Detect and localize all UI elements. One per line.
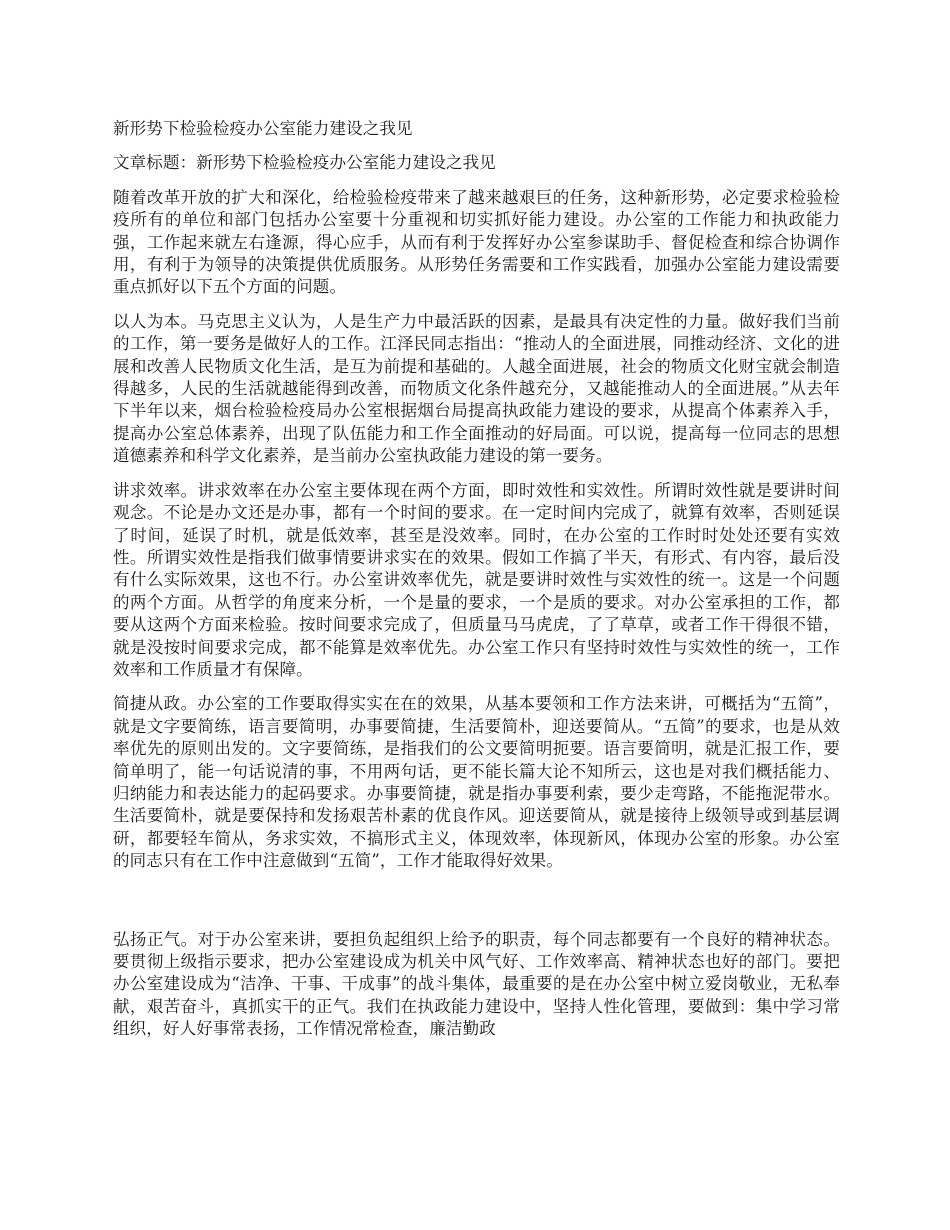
document-title: 新形势下检验检疫办公室能力建设之我见	[113, 119, 413, 138]
paragraph-simplicity: 简捷从政。办公室的工作要取得实实在在的效果，从基本要领和工作方法来讲，可概括为“五简”，就是文字要简练，语言要简明，办事要简捷，生活要简朴，迎送要简从。“五简”的要求，也是从效率优先的原则出发的。文字要简练，是指我们的公文要简明扼要。语言要简明，就是汇报工作，要简单明了，能一句话说清的事，不用两句话，更不能长篇大论不知所云，这也是对我们概括能力、归纳能力和表达能力的起码要求。办事要简捷，就是指办事要利索，要少走弯路，不能拖泥带水。生活要简朴，就是要保持和发扬艰苦朴素的优良作风。迎送要简从，就是接待上级领导或到基层调研，都要轻车简从，务求实效，不搞形式主义，体现效率，体现新风，体现办公室的形象。办公室的同志只有在工作中注意做到“五简”，工作才能取得好效果。	[113, 694, 840, 871]
paragraph-people-oriented: 以人为本。马克思主义认为，人是生产力中最活跃的因素，是最具有决定性的力量。做好我们当前的工作，第一要务是做好人的工作。江泽民同志指出：“推动人的全面进展，同推动经济、文化的进展和改善人民物质文化生活，是互为前提和基础的。人越全面进展，社会的物质文化财宝就会制造得越多，人民的生活就越能得到改善，而物质文化条件越充分，又越能推动人的全面进展。”从去年下半年以来，烟台检验检疫局办公室根据烟台局提高执政能力建设的要求，从提高个体素养入手，提高办公室总体素养，出现了队伍能力和工作全面推动的好局面。可以说，提高每一位同志的思想道德素养和科学文化素养，是当前办公室执政能力建设的第一要务。	[113, 311, 840, 466]
paragraph-efficiency: 讲求效率。讲求效率在办公室主要体现在两个方面，即时效性和实效性。所谓时效性就是要讲时间观念。不论是办文还是办事，都有一个时间的要求。在一定时间内完成了，就算有效率，否则延误了时间，延误了时机，就是低效率，甚至是没效率。同时，在办公室的工作时时处处还要有实效性。所谓实效性是指我们做事情要讲求实在的效果。假如工作搞了半天，有形式、有内容，最后没有什么实际效果，这也不行。办公室讲效率优先，就是要讲时效性与实效性的统一。这是一个问题的两个方面。从哲学的角度来分析，一个是量的要求，一个是质的要求。对办公室承担的工作，都要从这两个方面来检验。按时间要求完成了，但质量马马虎虎，了了草草，或者工作干得很不错，就是没按时间要求完成，都不能算是效率优先。办公室工作只有坚持时效性与实效性的统一，工作效率和工作质量才有保障。	[113, 480, 840, 679]
article-title-line: 文章标题：新形势下检验检疫办公室能力建设之我见	[113, 153, 496, 173]
paragraph-righteousness: 弘扬正气。对于办公室来讲，要担负起组织上给予的职责，每个同志都要有一个良好的精神状态。要贯彻上级指示要求，把办公室建设成为机关中风气好、工作效率高、精神状态也好的部门。要把办公室建设成为“洁净、干事、干成事”的战斗集体，最重要的是在办公室中树立爱岗敬业，无私奉献，艰苦奋斗，真抓实干的正气。我们在执政能力建设中，坚持人性化管理，要做到：集中学习常组织，好人好事常表扬，工作情况常检查，廉洁勤政	[113, 929, 840, 1039]
paragraph-gap	[113, 885, 840, 929]
document-page	[113, 118, 840, 1053]
paragraph-intro: 随着改革开放的扩大和深化，给检验检疫带来了越来越艰巨的任务，这种新形势，必定要求检验检疫所有的单位和部门包括办公室要十分重视和切实抓好能力建设。办公室的工作能力和执政能力强，工作起来就左右逢源，得心应手，从而有利于发挥好办公室参谋助手、督促检查和综合协调作用，有利于为领导的决策提供优质服务。从形势任务需要和工作实践看，加强办公室能力建设需要重点抓好以下五个方面的问题。	[113, 187, 840, 297]
